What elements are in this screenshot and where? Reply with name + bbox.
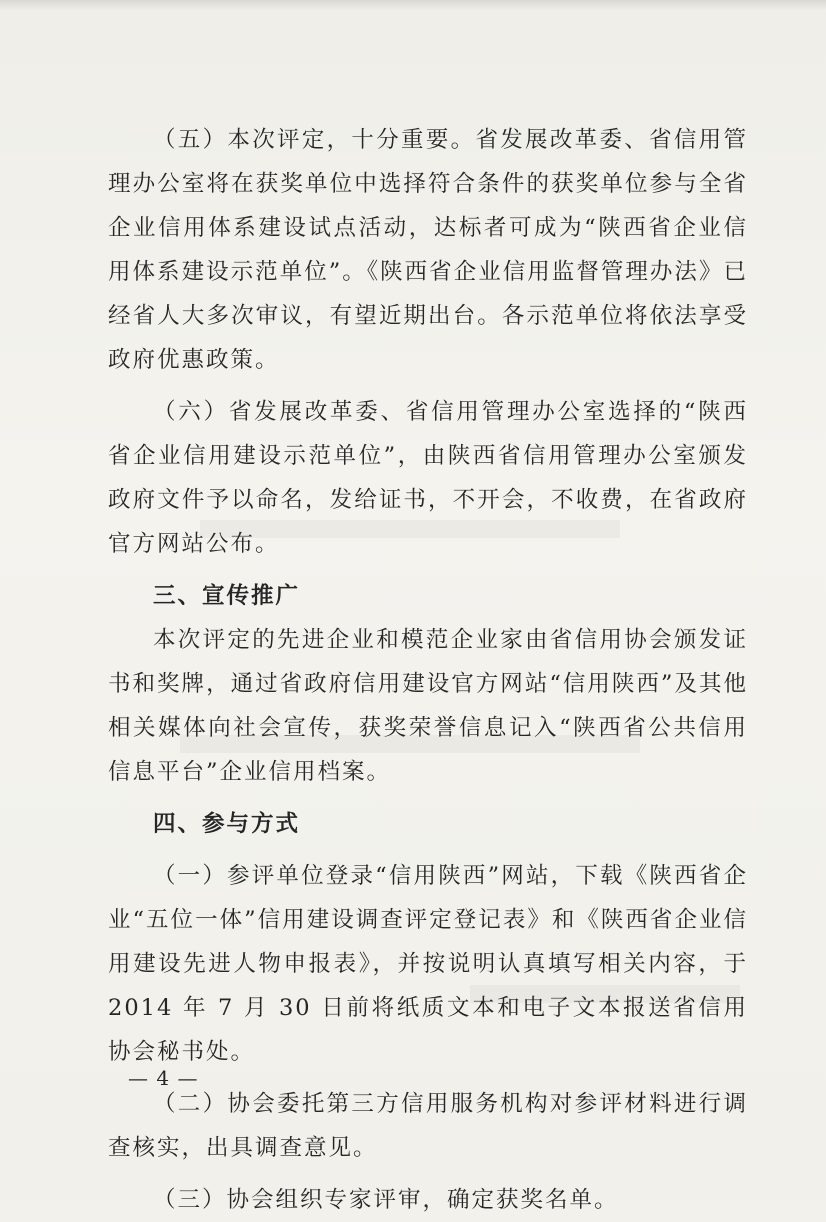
paragraph-step-2: （二）协会委托第三方信用服务机构对参评材料进行调查核实，出具调查意见。 [108, 1091, 748, 1161]
paragraph-item-6: （六）省发展改革委、省信用管理办公室选择的“陕西省企业信用建设示范单位”，由陕西省信用管理办公室颁发政府文件予以命名，发给证书，不开会，不收费，在省政府官方网站公布。 [108, 399, 748, 557]
paragraph-publicity: 本次评定的先进企业和模范企业家由省信用协会颁发证书和奖牌，通过省政府信用建设官方网站“信用陕西”及其他相关媒体向社会宣传，获奖荣誉信息记入“陕西省公共信用信息平台”企业信用档案。 [108, 627, 748, 785]
document-body [108, 118, 748, 1222]
page-number: — 4 — [128, 1066, 199, 1090]
section-heading-participation: 四、参与方式 [153, 811, 301, 837]
paragraph-step-1: （一）参评单位登录“信用陕西”网站，下载《陕西省企业“五位一体”信用建设调查评定登记表》和《陕西省企业信用建设先进人物申报表》，并按说明认真填写相关内容，于 2014 年 7 月 30 日前将纸质文本和电子文本报送省信用协会秘书处。 [108, 863, 748, 1065]
section-heading-publicity: 三、宣传推广 [153, 583, 301, 609]
scan-edge-shadow [0, 0, 826, 10]
paragraph-item-5: （五）本次评定，十分重要。省发展改革委、省信用管理办公室将在获奖单位中选择符合条件的获奖单位参与全省企业信用体系建设试点活动，达标者可成为“陕西省企业信用体系建设示范单位”。《陕西省企业信用监督管理办法》已经省人大多次审议，有望近期出台。各示范单位将依法享受政府优惠政策。 [108, 127, 748, 373]
paragraph-step-3: （三）协会组织专家评审，确定获奖名单。 [153, 1187, 619, 1213]
